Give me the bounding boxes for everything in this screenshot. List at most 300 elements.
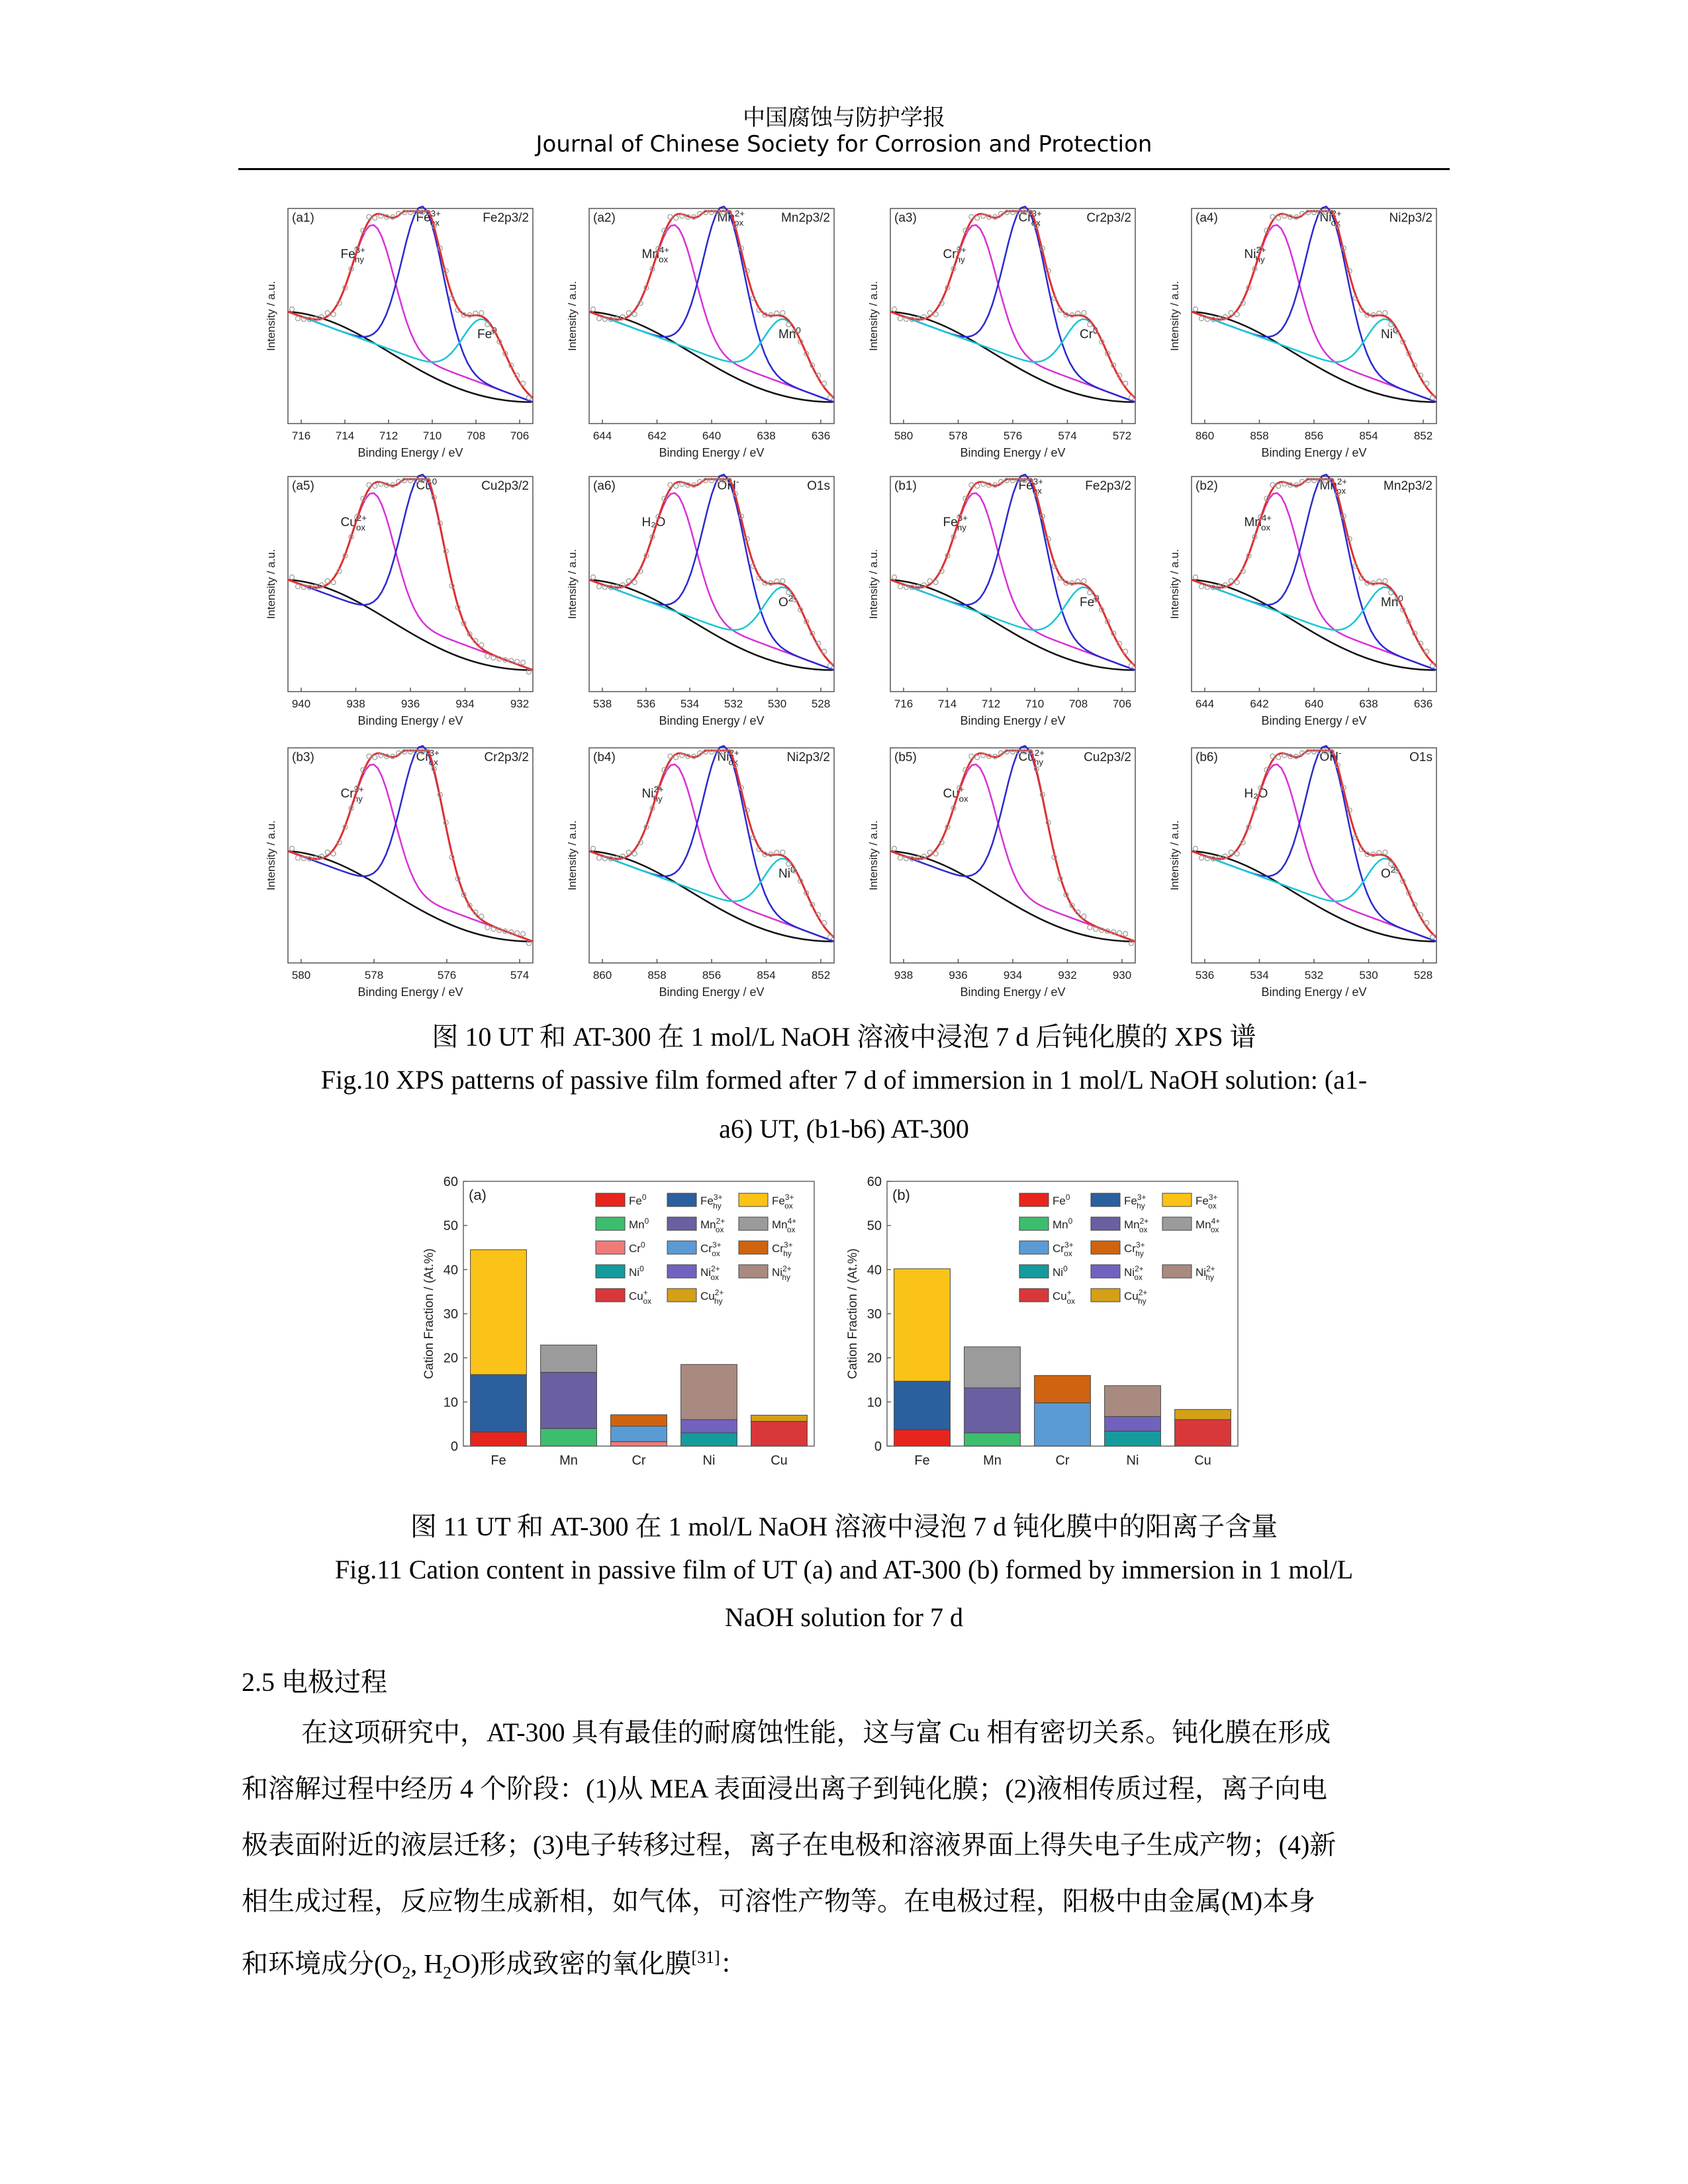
label-text: Cr (1053, 1242, 1064, 1255)
label-sup: 2+ (714, 1288, 724, 1298)
x-tick-label: 854 (1359, 430, 1378, 442)
x-tick-label: 932 (510, 698, 530, 710)
legend-swatch (667, 1193, 696, 1206)
label-sup: 0 (1065, 1193, 1070, 1203)
x-tick-label: 580 (291, 969, 311, 981)
legend-swatch (667, 1265, 696, 1278)
label-text: Ni (778, 867, 790, 881)
y-axis-label: Intensity / a.u. (566, 820, 579, 891)
x-tick-label: Cu (771, 1453, 788, 1468)
label-sup: 2+ (1206, 1264, 1215, 1274)
label-text: Mn (1124, 1218, 1140, 1231)
label-text: Cu (1053, 1290, 1067, 1302)
label-sup: 0 (1063, 1264, 1068, 1274)
label-text: Mn (700, 1218, 716, 1231)
label-sub: hy (1205, 1272, 1214, 1282)
panel-tag: (a6) (593, 479, 616, 493)
x-tick-label: 710 (422, 430, 442, 442)
y-tick-label: 40 (443, 1263, 458, 1278)
x-tick-label: 636 (811, 430, 831, 442)
x-tick-label: 642 (647, 430, 667, 442)
plot-frame (890, 477, 1135, 692)
label-sup: 4+ (659, 245, 670, 255)
bar-segment (471, 1250, 527, 1375)
label-sup: 3+ (713, 1193, 723, 1203)
x-tick-label: 528 (1413, 969, 1433, 981)
label-text: OH (1319, 750, 1338, 764)
label-text: Cr (629, 1242, 641, 1255)
xps-panel (566, 206, 834, 459)
xps-panel (566, 475, 834, 727)
label-sup: + (643, 1288, 648, 1298)
bar-segment (964, 1433, 1021, 1446)
subscript: 2 (402, 1963, 411, 1983)
x-tick-label: 934 (455, 698, 475, 710)
label-sup: 4+ (1211, 1216, 1221, 1226)
label-sub: ox (1336, 486, 1346, 496)
plot-frame (1192, 208, 1436, 424)
label-text: Ni (1381, 328, 1393, 341)
panel-region: Fe2p3/2 (1085, 479, 1131, 493)
y-axis-label: Intensity / a.u. (1168, 549, 1181, 619)
bar-segment (541, 1345, 597, 1372)
panel-tag: (b3) (292, 751, 314, 764)
bar-segment (894, 1269, 951, 1381)
label-text: Ni (772, 1266, 783, 1279)
label-text: Cr (340, 786, 354, 801)
panel-tag: (a2) (593, 211, 616, 225)
label-sup: 2+ (1331, 208, 1342, 218)
label-sub: ox (1064, 1248, 1072, 1258)
legend-swatch (1019, 1193, 1049, 1206)
y-tick-label: 50 (867, 1218, 882, 1234)
x-tick-label: 642 (1250, 698, 1269, 710)
x-tick-label: 712 (981, 698, 1001, 710)
bar-segment (894, 1381, 951, 1430)
label-sub: ox (784, 1201, 793, 1210)
x-tick-label: 940 (291, 698, 311, 710)
bar-segment (1105, 1431, 1161, 1446)
label-sub: hy (1135, 1248, 1144, 1258)
label-sup: 3+ (353, 784, 364, 795)
bar-segment (681, 1433, 737, 1446)
y-tick-label: 10 (867, 1395, 882, 1410)
label-sub: hy (782, 1272, 790, 1282)
label-sup: 2+ (653, 784, 664, 795)
x-tick-label: 860 (1195, 430, 1215, 442)
cation-chart-panel (424, 1175, 814, 1468)
legend-swatch (596, 1193, 625, 1206)
x-tick-label: Cr (1055, 1453, 1070, 1468)
label-sup: 0 (640, 1240, 645, 1250)
x-tick-label: 536 (1195, 969, 1215, 981)
xps-panel (265, 206, 533, 459)
peak-label (1244, 787, 1268, 801)
y-axis-label: Cation Fraction / (At.%) (846, 1248, 860, 1379)
bar-segment (681, 1365, 737, 1420)
label-sup: 2+ (356, 513, 367, 523)
y-tick-label: 60 (867, 1175, 882, 1189)
y-axis-label: Intensity / a.u. (265, 549, 277, 619)
label-text: Mn (1196, 1218, 1211, 1231)
bar-segment (541, 1373, 597, 1429)
label-sup: 0 (1398, 593, 1403, 604)
y-tick-label: 30 (867, 1307, 882, 1322)
bar-segment (471, 1432, 527, 1446)
bar-segment (541, 1428, 597, 1446)
paragraph-last-line (242, 1929, 1446, 2001)
panel-region: Mn2p3/2 (781, 211, 830, 225)
y-axis-label: Intensity / a.u. (265, 281, 277, 351)
figure-10-caption-en-2: a6) UT, (b1-b6) AT-300 (719, 1114, 969, 1144)
label-sup: 3+ (784, 1193, 794, 1203)
legend-swatch (1091, 1193, 1120, 1206)
label-sup: 2+ (1135, 1264, 1144, 1274)
panel-tag: (b5) (894, 751, 917, 764)
label-text: Fe (477, 328, 492, 341)
x-tick-label: 640 (1304, 698, 1324, 710)
label-sup: 2+ (734, 208, 745, 218)
label-sup: 2+ (1139, 1216, 1149, 1226)
x-tick-label: 708 (1068, 698, 1088, 710)
label-text: Mn (1053, 1218, 1068, 1231)
panel-region: Fe2p3/2 (483, 211, 529, 225)
x-tick-label: 938 (894, 969, 914, 981)
subscript: 2 (443, 1963, 452, 1983)
x-tick-label: 640 (702, 430, 722, 442)
legend-swatch (739, 1193, 768, 1206)
x-axis-label: Binding Energy / eV (357, 985, 463, 999)
x-tick-label: 856 (702, 969, 722, 981)
bar-segment (471, 1375, 527, 1432)
x-axis-label: Binding Energy / eV (960, 446, 1066, 459)
label-sup: 0 (1392, 325, 1398, 336)
label-sup: 3+ (1033, 476, 1043, 486)
x-tick-label: 574 (510, 969, 530, 981)
plot-frame (1192, 477, 1436, 692)
label-sub: ox (734, 218, 744, 228)
label-sup: 2+ (716, 1216, 726, 1226)
label-sub: ox (715, 1224, 724, 1234)
y-tick-label: 10 (443, 1395, 458, 1410)
x-tick-label: 532 (1304, 969, 1324, 981)
label-sub: hy (1138, 1296, 1147, 1306)
label-text: Ni (1319, 210, 1332, 225)
label-sub: ox (1031, 218, 1041, 228)
x-tick-label: Fe (914, 1453, 930, 1468)
label-text: Cu (943, 786, 959, 801)
legend-swatch (1162, 1193, 1192, 1206)
label-text: Mn (717, 210, 735, 225)
text-run: O)形成致密的氧化膜 (451, 1948, 692, 1979)
y-axis-label: Intensity / a.u. (265, 820, 277, 891)
label-text: Cr (772, 1242, 784, 1255)
label-sub: hy (1034, 757, 1044, 768)
label-sub: hy (955, 254, 965, 265)
legend-swatch (1091, 1289, 1120, 1302)
label-sub: hy (1137, 1201, 1145, 1210)
label-sup: 2- (788, 593, 796, 604)
label-sup: 2+ (1336, 476, 1348, 486)
x-axis-label: Binding Energy / eV (960, 985, 1066, 999)
panel-region: Cr2p3/2 (1086, 211, 1131, 225)
x-tick-label: 644 (592, 430, 612, 442)
x-tick-label: 644 (1195, 698, 1215, 710)
y-tick-label: 0 (874, 1439, 882, 1454)
label-sup: 3+ (1064, 1240, 1074, 1250)
label-text: Fe (700, 1195, 714, 1207)
label-sup: 2+ (1138, 1288, 1148, 1298)
plot-frame (589, 477, 834, 692)
panel-region: O1s (807, 479, 830, 493)
x-axis-label: Binding Energy / eV (659, 985, 765, 999)
peak-label (642, 516, 666, 529)
x-tick-label: 530 (767, 698, 787, 710)
x-tick-label: 858 (647, 969, 667, 981)
y-axis-label: Intensity / a.u. (867, 820, 880, 891)
xps-panel (265, 475, 533, 727)
label-sup: 2- (1390, 864, 1399, 875)
label-text: Ni (629, 1266, 640, 1279)
label-sub: hy (957, 522, 966, 533)
label-sub: ox (430, 218, 440, 228)
x-tick-label: 574 (1058, 430, 1077, 442)
legend-swatch (1162, 1217, 1192, 1230)
label-text: Mn (772, 1218, 788, 1231)
plot-frame (589, 208, 834, 424)
x-tick-label: 534 (680, 698, 700, 710)
label-text: Ni (1124, 1266, 1135, 1279)
x-tick-label: 538 (592, 698, 612, 710)
panel-region: Mn2p3/2 (1383, 479, 1432, 493)
x-tick-label: Mn (559, 1453, 578, 1468)
label-text: Cu (700, 1290, 715, 1302)
x-tick-label: 528 (811, 698, 831, 710)
label-sup: 2+ (1034, 747, 1045, 758)
label-sub: ox (356, 522, 366, 533)
panel-tag: (a3) (894, 211, 917, 225)
label-sub: hy (1255, 254, 1265, 265)
panel-tag: (a1) (292, 211, 314, 225)
label-sup: 0 (1068, 1216, 1073, 1226)
label-text: Cr (1124, 1242, 1136, 1255)
x-tick-label: Ni (702, 1453, 716, 1468)
label-sup: 0 (492, 325, 497, 336)
label-text: O (778, 596, 788, 610)
label-text: Ni (1244, 247, 1256, 261)
y-tick-label: 60 (443, 1175, 458, 1189)
label-text: Fe (1018, 478, 1033, 493)
figure-10-caption-cn: 图 10 UT 和 AT-300 在 1 mol/L NaOH 溶液中浸泡 7 d 后钝化膜的 XPS 谱 (432, 1022, 1256, 1052)
y-tick-label: 50 (443, 1218, 458, 1234)
label-sup: + (959, 784, 964, 795)
figure-11-cation-chart (424, 1171, 1251, 1496)
y-tick-label: 20 (867, 1351, 882, 1366)
legend-swatch (1091, 1217, 1120, 1230)
label-sub: hy (714, 1296, 723, 1306)
label-sub: ox (1208, 1201, 1217, 1210)
x-tick-label: 532 (724, 698, 743, 710)
label-text: Fe (1196, 1195, 1209, 1207)
label-sub: ox (959, 794, 968, 804)
x-axis-label: Binding Energy / eV (1261, 446, 1367, 459)
label-sub: ox (728, 757, 738, 768)
text-run: ： (720, 1948, 747, 1979)
label-text: Fe (1124, 1195, 1137, 1207)
y-tick-label: 40 (867, 1263, 882, 1278)
label-text: Fe (629, 1195, 642, 1207)
label-text: Cr (943, 247, 957, 261)
label-sub: hy (783, 1248, 792, 1258)
label-sup: 3+ (1135, 1240, 1145, 1250)
label-sup: - (736, 476, 739, 486)
legend-swatch (596, 1241, 625, 1254)
label-sup: 0 (1093, 325, 1098, 336)
panel-tag: (a4) (1196, 211, 1218, 225)
bar-segment (1175, 1420, 1231, 1446)
cation-chart-panel (846, 1175, 1238, 1468)
label-sup: 0 (644, 1216, 649, 1226)
label-text: OH (717, 478, 736, 493)
label-sub: ox (1066, 1296, 1076, 1306)
xps-panel (867, 475, 1135, 727)
y-axis-label: Intensity / a.u. (867, 549, 880, 619)
x-tick-label: 858 (1250, 430, 1269, 442)
xps-panel (265, 746, 533, 999)
xps-panel (566, 746, 834, 999)
panel-tag: (a) (469, 1187, 487, 1203)
x-tick-label: 854 (757, 969, 776, 981)
label-sup: 3+ (783, 1240, 793, 1250)
legend-swatch (1019, 1265, 1049, 1278)
label-text: Cr (416, 750, 430, 764)
label-sub: hy (713, 1201, 722, 1210)
legend-swatch (1091, 1241, 1120, 1254)
bar-segment (681, 1420, 737, 1433)
x-tick-label: 534 (1250, 969, 1269, 981)
y-tick-label: 30 (443, 1307, 458, 1322)
legend-swatch (739, 1241, 768, 1254)
x-tick-label: 578 (364, 969, 384, 981)
bar-segment (751, 1422, 808, 1446)
y-axis-label: Intensity / a.u. (566, 549, 579, 619)
bar-segment (1175, 1410, 1231, 1420)
label-sup: 2+ (1256, 245, 1266, 255)
x-tick-label: Fe (491, 1453, 506, 1468)
x-tick-label: Cu (1194, 1453, 1211, 1468)
x-tick-label: 714 (335, 430, 355, 442)
x-tick-label: 716 (894, 698, 914, 710)
label-sup: 3+ (957, 513, 968, 523)
x-tick-label: 536 (636, 698, 656, 710)
x-tick-label: 852 (811, 969, 831, 981)
legend-swatch (596, 1265, 625, 1278)
label-sup: 3+ (430, 208, 441, 218)
x-tick-label: 530 (1359, 969, 1378, 981)
legend-swatch (1019, 1241, 1049, 1254)
legend-swatch (1019, 1217, 1049, 1230)
legend-swatch (596, 1217, 625, 1230)
label-sup: 0 (1094, 593, 1100, 604)
label-text: Mn (641, 247, 659, 261)
figure-10-xps-grid (261, 199, 1453, 1013)
figure-11-caption-en-2: NaOH solution for 7 d (725, 1602, 963, 1632)
x-tick-label: 638 (757, 430, 776, 442)
label-text: Mn (629, 1218, 645, 1231)
paragraph-line: 极表面附近的液层迁移；(3)电子转移过程，离子在电极和溶液界面上得失电子生成产物；(4)新 (242, 1830, 1336, 1860)
x-tick-label: 576 (1003, 430, 1023, 442)
x-axis-label: Binding Energy / eV (960, 714, 1066, 727)
label-text: Cr (1080, 328, 1094, 341)
label-sup: 3+ (429, 747, 440, 758)
label-sub: hy (354, 254, 364, 265)
label-text: Fe (1053, 1195, 1066, 1207)
legend-swatch (596, 1289, 625, 1302)
x-tick-label: 638 (1359, 698, 1378, 710)
xps-panel (867, 746, 1135, 999)
label-text: H₂O (1244, 786, 1268, 801)
bar-segment (964, 1388, 1021, 1433)
legend-swatch (1019, 1289, 1049, 1302)
label-sub: ox (1139, 1224, 1148, 1234)
x-tick-label: 706 (1112, 698, 1132, 710)
label-text: Ni (641, 786, 654, 801)
label-sup: - (1338, 747, 1342, 758)
figure-11-chart-svg (424, 1171, 1251, 1496)
panel-region: Ni2p3/2 (1389, 211, 1432, 225)
figure-11-caption-en-1: Fig.11 Cation content in passive film of UT (a) and AT-300 (b) formed by immersion in 1 mol/L (334, 1555, 1354, 1584)
label-sup: + (1066, 1288, 1072, 1298)
label-sub: ox (643, 1296, 652, 1306)
plot-frame (589, 748, 834, 963)
label-sub: ox (659, 254, 669, 265)
x-tick-label: 930 (1112, 969, 1132, 981)
legend-swatch (667, 1289, 696, 1302)
legend-swatch (1091, 1265, 1120, 1278)
label-text: Fe (772, 1195, 785, 1207)
label-text: Fe (943, 515, 958, 529)
x-tick-label: 580 (894, 430, 914, 442)
x-tick-label: 714 (937, 698, 957, 710)
label-sup: 0 (796, 325, 801, 336)
label-text: Fe (1080, 596, 1095, 610)
bar-segment (611, 1415, 667, 1426)
y-axis-label: Intensity / a.u. (867, 281, 880, 351)
bar-segment (1105, 1386, 1161, 1417)
plot-frame (1192, 748, 1436, 963)
label-sub: hy (353, 794, 363, 804)
y-tick-label: 20 (443, 1351, 458, 1366)
label-sub: ox (428, 757, 438, 768)
label-text: Cu (340, 515, 357, 529)
bar-segment (1035, 1403, 1091, 1446)
label-sub: ox (712, 1248, 720, 1258)
y-axis-label: Intensity / a.u. (1168, 281, 1181, 351)
legend-swatch (739, 1265, 768, 1278)
legend-swatch (667, 1217, 696, 1230)
label-text: Ni (700, 1266, 712, 1279)
paragraph-line: 相生成过程，反应物生成新相，如气体，可溶性产物等。在电极过程，阳极中由金属(M)本身 (242, 1886, 1316, 1916)
x-axis-label: Binding Energy / eV (357, 714, 463, 727)
label-text: O (1381, 867, 1391, 881)
journal-title-cn: 中国腐蚀与防护学报 (743, 105, 945, 131)
x-tick-label: 636 (1413, 698, 1433, 710)
bar-segment (964, 1347, 1021, 1388)
x-tick-label: 708 (466, 430, 486, 442)
xps-panel (1168, 206, 1436, 459)
x-tick-label: Ni (1126, 1453, 1139, 1468)
header-divider (238, 168, 1450, 170)
